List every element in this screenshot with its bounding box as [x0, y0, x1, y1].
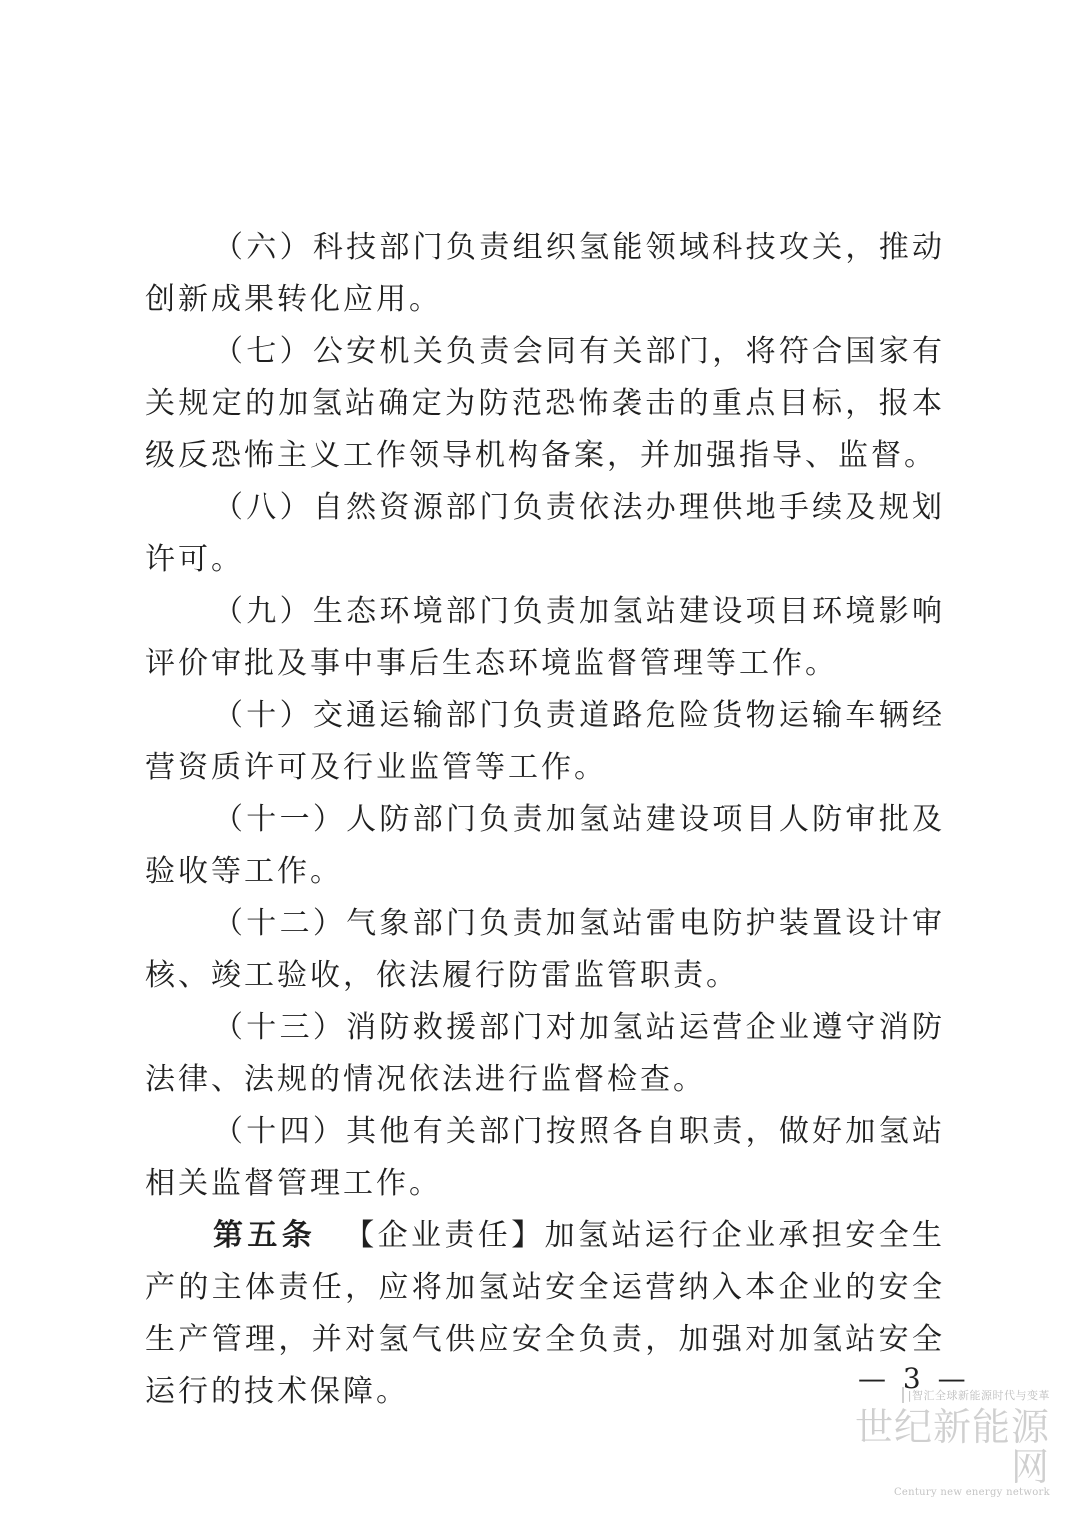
article-heading: 第五条 — [213, 1218, 317, 1253]
clause-nine: （九）生态环境部门负责加氢站建设项目环境影响评价审批及事中事后生态环境监督管理等工作。 — [145, 594, 945, 681]
page-number: — 3 — — [858, 1362, 970, 1395]
clause-ten: （十）交通运输部门负责道路危险货物运输车辆经营资质许可及行业监管等工作。 — [145, 698, 945, 785]
clause-fourteen: （十四）其他有关部门按照各自职责，做好加氢站相关监督管理工作。 — [145, 1114, 945, 1201]
clause-six: （六）科技部门负责组织氢能领域科技攻关，推动创新成果转化应用。 — [145, 230, 945, 317]
clause-thirteen: （十三）消防救援部门对加氢站运营企业遵守消防法律、法规的情况依法进行监督检查。 — [145, 1010, 945, 1097]
article-tag: 【企业责任】 — [344, 1218, 545, 1253]
watermark-subtitle: Century new energy network — [893, 1487, 1050, 1498]
article-text: 加氢站运行企业承担安全生产的主体责任，应将加氢站安全运营纳入本企业的安全生产管理，并对氢气供应安全负责，加强对加氢站安全运行的技术保障。 — [145, 1218, 946, 1409]
clause-twelve: （十二）气象部门负责加氢站雷电防护装置设计审核、竣工验收，依法履行防雷监管职责。 — [145, 906, 945, 993]
document-body — [145, 222, 945, 1418]
clause-eight: （八）自然资源部门负责依法办理供地手续及规划许可。 — [145, 490, 945, 577]
article-five — [145, 1210, 945, 1418]
clause-seven: （七）公安机关负责会同有关部门，将符合国家有关规定的加氢站确定为防范恐怖袭击的重点目标，报本级反恐怖主义工作领导机构备案，并加强指导、监督。 — [145, 334, 945, 473]
clause-eleven: （十一）人防部门负责加氢站建设项目人防审批及验收等工作。 — [145, 802, 945, 889]
watermark — [830, 1384, 1050, 1498]
watermark-title: 世纪新能源网 — [854, 1405, 1050, 1489]
watermark-tagline: |智汇全球新能源时代与变革 — [902, 1387, 1050, 1403]
